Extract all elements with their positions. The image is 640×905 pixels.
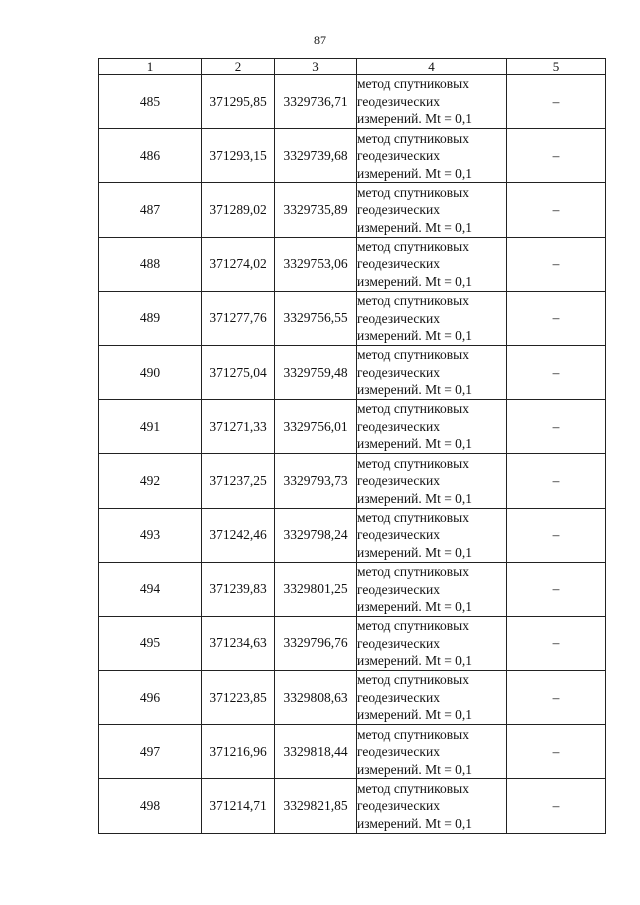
point-number-cell: 495 <box>99 616 202 670</box>
x-coordinate-cell: 371289,02 <box>202 183 275 237</box>
method-line: геодезических <box>357 364 440 380</box>
point-number-cell: 496 <box>99 671 202 725</box>
method-line: измерений. Mt = 0,1 <box>357 544 473 560</box>
point-number-cell: 491 <box>99 400 202 454</box>
table-row <box>99 291 606 345</box>
method-line: метод спутниковых <box>357 564 469 580</box>
method-line: геодезических <box>357 635 440 651</box>
table-row <box>99 345 606 399</box>
method-line: метод спутниковых <box>357 455 469 471</box>
method-line: геодезических <box>357 148 440 164</box>
column-header-5: 5 <box>507 59 606 75</box>
method-line: геодезических <box>357 418 440 434</box>
method-line: геодезических <box>357 202 440 218</box>
method-cell <box>357 400 507 454</box>
table-row <box>99 129 606 183</box>
note-cell: – <box>507 75 606 129</box>
table-row <box>99 237 606 291</box>
note-cell: – <box>507 562 606 616</box>
y-coordinate-cell: 3329753,06 <box>275 237 357 291</box>
note-cell: – <box>507 508 606 562</box>
y-coordinate-cell: 3329818,44 <box>275 725 357 779</box>
method-line: метод спутниковых <box>357 347 469 363</box>
method-line: метод спутниковых <box>357 293 469 309</box>
x-coordinate-cell: 371242,46 <box>202 508 275 562</box>
y-coordinate-cell: 3329756,55 <box>275 291 357 345</box>
note-cell: – <box>507 129 606 183</box>
method-line: метод спутниковых <box>357 238 469 254</box>
table-row <box>99 725 606 779</box>
method-line: метод спутниковых <box>357 509 469 525</box>
method-cell <box>357 616 507 670</box>
column-header-3: 3 <box>275 59 357 75</box>
point-number-cell: 493 <box>99 508 202 562</box>
method-line: измерений. Mt = 0,1 <box>357 328 473 344</box>
note-cell: – <box>507 345 606 399</box>
method-line: измерений. Mt = 0,1 <box>357 761 473 777</box>
x-coordinate-cell: 371239,83 <box>202 562 275 616</box>
x-coordinate-cell: 371223,85 <box>202 671 275 725</box>
page-number: 87 <box>314 33 326 47</box>
method-line: метод спутниковых <box>357 618 469 634</box>
method-line: измерений. Mt = 0,1 <box>357 111 473 127</box>
y-coordinate-cell: 3329798,24 <box>275 508 357 562</box>
method-line: геодезических <box>357 581 440 597</box>
method-cell <box>357 671 507 725</box>
method-cell <box>357 345 507 399</box>
method-line: измерений. Mt = 0,1 <box>357 653 473 669</box>
table-header-row <box>99 59 606 75</box>
point-number-cell: 486 <box>99 129 202 183</box>
y-coordinate-cell: 3329796,76 <box>275 616 357 670</box>
coordinates-table <box>98 58 606 834</box>
x-coordinate-cell: 371216,96 <box>202 725 275 779</box>
table-row <box>99 183 606 237</box>
method-cell <box>357 183 507 237</box>
point-number-cell: 490 <box>99 345 202 399</box>
x-coordinate-cell: 371295,85 <box>202 75 275 129</box>
table-row <box>99 562 606 616</box>
table-row <box>99 508 606 562</box>
note-cell: – <box>507 671 606 725</box>
y-coordinate-cell: 3329739,68 <box>275 129 357 183</box>
table-row <box>99 400 606 454</box>
note-cell: – <box>507 779 606 833</box>
method-line: измерений. Mt = 0,1 <box>357 436 473 452</box>
method-line: измерений. Mt = 0,1 <box>357 599 473 615</box>
y-coordinate-cell: 3329759,48 <box>275 345 357 399</box>
method-line: метод спутниковых <box>357 780 469 796</box>
method-line: измерений. Mt = 0,1 <box>357 707 473 723</box>
column-header-1: 1 <box>99 59 202 75</box>
x-coordinate-cell: 371234,63 <box>202 616 275 670</box>
table-row <box>99 75 606 129</box>
table-row <box>99 616 606 670</box>
y-coordinate-cell: 3329735,89 <box>275 183 357 237</box>
method-line: измерений. Mt = 0,1 <box>357 165 473 181</box>
method-cell <box>357 562 507 616</box>
table-row <box>99 454 606 508</box>
method-line: геодезических <box>357 689 440 705</box>
method-cell <box>357 508 507 562</box>
method-cell <box>357 291 507 345</box>
y-coordinate-cell: 3329793,73 <box>275 454 357 508</box>
point-number-cell: 488 <box>99 237 202 291</box>
note-cell: – <box>507 616 606 670</box>
point-number-cell: 489 <box>99 291 202 345</box>
method-cell <box>357 454 507 508</box>
y-coordinate-cell: 3329756,01 <box>275 400 357 454</box>
note-cell: – <box>507 291 606 345</box>
method-line: измерений. Mt = 0,1 <box>357 219 473 235</box>
point-number-cell: 492 <box>99 454 202 508</box>
x-coordinate-cell: 371237,25 <box>202 454 275 508</box>
y-coordinate-cell: 3329801,25 <box>275 562 357 616</box>
point-number-cell: 494 <box>99 562 202 616</box>
method-line: измерений. Mt = 0,1 <box>357 815 473 831</box>
method-line: геодезических <box>357 256 440 272</box>
method-line: метод спутниковых <box>357 76 469 92</box>
x-coordinate-cell: 371277,76 <box>202 291 275 345</box>
method-cell <box>357 237 507 291</box>
method-line: метод спутниковых <box>357 130 469 146</box>
y-coordinate-cell: 3329808,63 <box>275 671 357 725</box>
method-line: геодезических <box>357 310 440 326</box>
y-coordinate-cell: 3329736,71 <box>275 75 357 129</box>
x-coordinate-cell: 371274,02 <box>202 237 275 291</box>
column-header-4: 4 <box>357 59 507 75</box>
note-cell: – <box>507 454 606 508</box>
x-coordinate-cell: 371293,15 <box>202 129 275 183</box>
method-cell <box>357 75 507 129</box>
table-row <box>99 779 606 833</box>
x-coordinate-cell: 371214,71 <box>202 779 275 833</box>
method-line: метод спутниковых <box>357 726 469 742</box>
point-number-cell: 485 <box>99 75 202 129</box>
method-cell <box>357 725 507 779</box>
x-coordinate-cell: 371271,33 <box>202 400 275 454</box>
point-number-cell: 497 <box>99 725 202 779</box>
method-line: метод спутниковых <box>357 672 469 688</box>
method-line: метод спутниковых <box>357 401 469 417</box>
note-cell: – <box>507 237 606 291</box>
method-line: измерений. Mt = 0,1 <box>357 273 473 289</box>
x-coordinate-cell: 371275,04 <box>202 345 275 399</box>
note-cell: – <box>507 400 606 454</box>
method-line: геодезических <box>357 798 440 814</box>
method-cell <box>357 779 507 833</box>
method-line: метод спутниковых <box>357 184 469 200</box>
method-cell <box>357 129 507 183</box>
note-cell: – <box>507 725 606 779</box>
note-cell: – <box>507 183 606 237</box>
table-body <box>99 75 606 834</box>
method-line: геодезических <box>357 527 440 543</box>
method-line: измерений. Mt = 0,1 <box>357 490 473 506</box>
method-line: геодезических <box>357 473 440 489</box>
table-row <box>99 671 606 725</box>
method-line: геодезических <box>357 744 440 760</box>
column-header-2: 2 <box>202 59 275 75</box>
point-number-cell: 498 <box>99 779 202 833</box>
method-line: геодезических <box>357 93 440 109</box>
point-number-cell: 487 <box>99 183 202 237</box>
y-coordinate-cell: 3329821,85 <box>275 779 357 833</box>
method-line: измерений. Mt = 0,1 <box>357 382 473 398</box>
